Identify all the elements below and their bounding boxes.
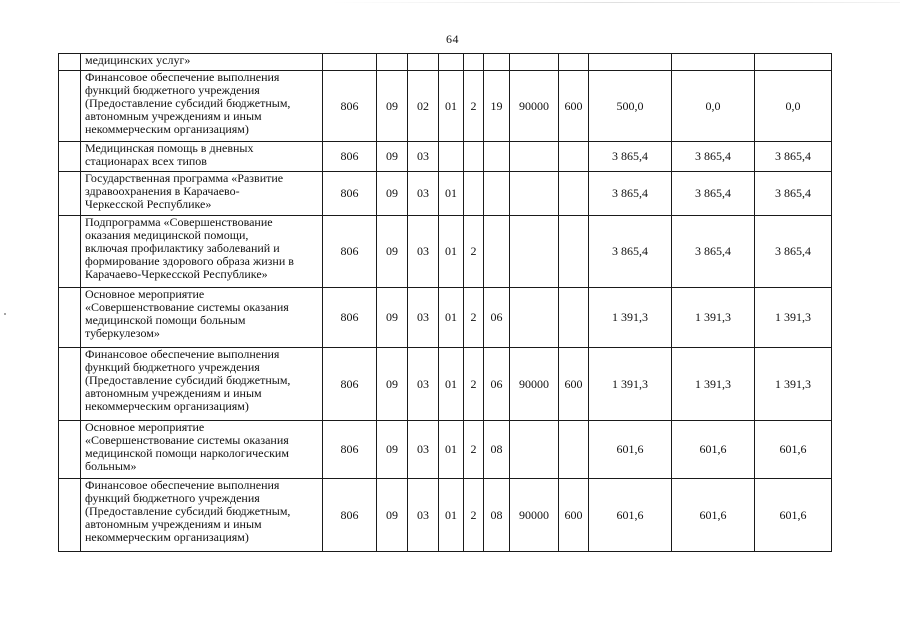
item-name-line: функций бюджетного учреждения (85, 360, 260, 374)
section-cell: 09 (377, 479, 408, 552)
event-cell (484, 172, 510, 216)
subsection-cell: 03 (408, 142, 439, 172)
item-name-cell (81, 421, 323, 479)
direction-cell (510, 216, 559, 288)
amount-year1-cell: 500,0 (589, 71, 672, 142)
table-row (59, 142, 832, 172)
row-number-cell (59, 288, 81, 348)
expense-type-cell: 600 (559, 348, 589, 421)
section-cell: 09 (377, 288, 408, 348)
subsection-cell: 03 (408, 288, 439, 348)
item-name-line: Подпрограмма «Совершенствование (85, 215, 273, 229)
item-name-line: медицинской помощи больным (85, 313, 246, 327)
program-cell: 01 (439, 172, 464, 216)
table-row (59, 479, 832, 552)
subprogram-cell: 2 (464, 479, 484, 552)
item-name-line: Финансовое обеспечение выполнения (85, 70, 280, 84)
row-number-cell (59, 421, 81, 479)
item-name-line: некоммерческим организациям) (85, 399, 249, 413)
amount-year2-cell: 3 865,4 (672, 216, 755, 288)
amount-year3-cell: 601,6 (755, 479, 832, 552)
subsection-cell: 03 (408, 479, 439, 552)
subsection-cell (408, 54, 439, 71)
subsection-cell: 03 (408, 216, 439, 288)
amount-year1-cell (589, 54, 672, 71)
event-cell: 08 (484, 479, 510, 552)
row-number-cell (59, 71, 81, 142)
subprogram-cell (464, 54, 484, 71)
direction-cell (510, 172, 559, 216)
program-cell: 01 (439, 421, 464, 479)
amount-year3-cell: 3 865,4 (755, 142, 832, 172)
item-name-line: автономным учреждениям и иным (85, 109, 262, 123)
table-row (59, 172, 832, 216)
table-row (59, 71, 832, 142)
item-name-line: включая профилактику заболеваний и (85, 241, 280, 255)
amount-year2-cell: 3 865,4 (672, 172, 755, 216)
program-cell: 01 (439, 71, 464, 142)
item-name-line: медицинской помощи наркологическим (85, 446, 289, 460)
item-name-line: здравоохранения в Карачаево- (85, 184, 240, 198)
amount-year3-cell: 1 391,3 (755, 348, 832, 421)
amount-year3-cell: 3 865,4 (755, 172, 832, 216)
expense-type-cell (559, 54, 589, 71)
item-name-line: Черкесской Республике» (85, 197, 212, 211)
admin-code-cell: 806 (323, 479, 377, 552)
section-cell: 09 (377, 421, 408, 479)
scan-edge-shadow (330, 2, 900, 3)
event-cell: 06 (484, 348, 510, 421)
item-name-line: (Предоставление субсидий бюджетным, (85, 96, 291, 110)
item-name-line: формирование здорового образа жизни в (85, 254, 294, 268)
expense-type-cell (559, 288, 589, 348)
admin-code-cell: 806 (323, 348, 377, 421)
amount-year1-cell: 1 391,3 (589, 348, 672, 421)
item-name-cell (81, 54, 323, 71)
event-cell (484, 216, 510, 288)
item-name-line: функций бюджетного учреждения (85, 491, 260, 505)
amount-year1-cell: 3 865,4 (589, 172, 672, 216)
amount-year1-cell: 601,6 (589, 479, 672, 552)
item-name-cell (81, 172, 323, 216)
item-name-line: Основное мероприятие (85, 287, 205, 301)
row-number-cell (59, 216, 81, 288)
section-cell: 09 (377, 172, 408, 216)
section-cell: 09 (377, 71, 408, 142)
item-name-line: (Предоставление субсидий бюджетным, (85, 504, 291, 518)
subsection-cell: 03 (408, 172, 439, 216)
program-cell: 01 (439, 288, 464, 348)
direction-cell: 90000 (510, 348, 559, 421)
admin-code-cell: 806 (323, 288, 377, 348)
amount-year2-cell: 0,0 (672, 71, 755, 142)
direction-cell: 90000 (510, 479, 559, 552)
event-cell: 19 (484, 71, 510, 142)
amount-year2-cell: 3 865,4 (672, 142, 755, 172)
item-name-line: некоммерческим организациям) (85, 530, 249, 544)
amount-year3-cell: 1 391,3 (755, 288, 832, 348)
item-name-line: Медицинская помощь в дневных (85, 141, 254, 155)
program-cell: 01 (439, 216, 464, 288)
subsection-cell: 03 (408, 421, 439, 479)
item-name-line: оказания медицинской помощи, (85, 228, 249, 242)
row-number-cell (59, 54, 81, 71)
direction-cell (510, 421, 559, 479)
subprogram-cell: 2 (464, 216, 484, 288)
table-row (59, 54, 832, 71)
item-name-cell (81, 288, 323, 348)
expense-type-cell (559, 421, 589, 479)
program-cell (439, 54, 464, 71)
table-row (59, 348, 832, 421)
admin-code-cell: 806 (323, 421, 377, 479)
table-row (59, 216, 832, 288)
page-number: 64 (446, 32, 459, 46)
direction-cell (510, 54, 559, 71)
item-name-line: больным» (85, 459, 137, 473)
amount-year2-cell: 601,6 (672, 421, 755, 479)
subsection-cell: 03 (408, 348, 439, 421)
subsection-cell: 02 (408, 71, 439, 142)
subprogram-cell: 2 (464, 71, 484, 142)
item-name-cell (81, 479, 323, 552)
item-name-line: (Предоставление субсидий бюджетным, (85, 373, 291, 387)
item-name-cell (81, 142, 323, 172)
item-name-line: Основное мероприятие (85, 420, 205, 434)
admin-code-cell: 806 (323, 142, 377, 172)
scan-speck (4, 313, 6, 315)
admin-code-cell: 806 (323, 71, 377, 142)
item-name-cell (81, 216, 323, 288)
direction-cell (510, 142, 559, 172)
amount-year2-cell (672, 54, 755, 71)
item-name-cell (81, 71, 323, 142)
expense-type-cell (559, 216, 589, 288)
subprogram-cell: 2 (464, 288, 484, 348)
item-name-line: «Совершенствование системы оказания (85, 300, 289, 314)
admin-code-cell: 806 (323, 216, 377, 288)
item-name-line: «Совершенствование системы оказания (85, 433, 289, 447)
table-row (59, 421, 832, 479)
row-number-cell (59, 142, 81, 172)
table-body (59, 54, 832, 552)
amount-year1-cell: 3 865,4 (589, 142, 672, 172)
section-cell: 09 (377, 348, 408, 421)
event-cell (484, 54, 510, 71)
row-number-cell (59, 348, 81, 421)
budget-table (58, 53, 832, 552)
table-row (59, 288, 832, 348)
event-cell: 08 (484, 421, 510, 479)
subprogram-cell (464, 172, 484, 216)
expense-type-cell: 600 (559, 479, 589, 552)
section-cell: 09 (377, 142, 408, 172)
amount-year3-cell: 3 865,4 (755, 216, 832, 288)
item-name-line: Финансовое обеспечение выполнения (85, 347, 280, 361)
item-name-line: медицинских услуг» (85, 53, 191, 67)
amount-year3-cell: 601,6 (755, 421, 832, 479)
amount-year1-cell: 1 391,3 (589, 288, 672, 348)
amount-year3-cell (755, 54, 832, 71)
program-cell: 01 (439, 479, 464, 552)
item-name-line: автономным учреждениям и иным (85, 386, 262, 400)
program-cell (439, 142, 464, 172)
section-cell (377, 54, 408, 71)
subprogram-cell: 2 (464, 348, 484, 421)
admin-code-cell: 806 (323, 172, 377, 216)
expense-type-cell: 600 (559, 71, 589, 142)
amount-year1-cell: 3 865,4 (589, 216, 672, 288)
item-name-line: Карачаево-Черкесской Республике» (85, 267, 268, 281)
item-name-line: Государственная программа «Развитие (85, 171, 284, 185)
section-cell: 09 (377, 216, 408, 288)
expense-type-cell (559, 142, 589, 172)
event-cell (484, 142, 510, 172)
amount-year1-cell: 601,6 (589, 421, 672, 479)
item-name-line: Финансовое обеспечение выполнения (85, 478, 280, 492)
direction-cell (510, 288, 559, 348)
direction-cell: 90000 (510, 71, 559, 142)
row-number-cell (59, 479, 81, 552)
amount-year3-cell: 0,0 (755, 71, 832, 142)
item-name-line: функций бюджетного учреждения (85, 83, 260, 97)
item-name-line: некоммерческим организациям) (85, 122, 249, 136)
amount-year2-cell: 1 391,3 (672, 288, 755, 348)
expense-type-cell (559, 172, 589, 216)
item-name-line: стационарах всех типов (85, 154, 207, 168)
event-cell: 06 (484, 288, 510, 348)
subprogram-cell (464, 142, 484, 172)
amount-year2-cell: 601,6 (672, 479, 755, 552)
item-name-line: автономным учреждениям и иным (85, 517, 262, 531)
program-cell: 01 (439, 348, 464, 421)
item-name-line: туберкулезом» (85, 326, 160, 340)
item-name-cell (81, 348, 323, 421)
admin-code-cell (323, 54, 377, 71)
row-number-cell (59, 172, 81, 216)
subprogram-cell: 2 (464, 421, 484, 479)
amount-year2-cell: 1 391,3 (672, 348, 755, 421)
